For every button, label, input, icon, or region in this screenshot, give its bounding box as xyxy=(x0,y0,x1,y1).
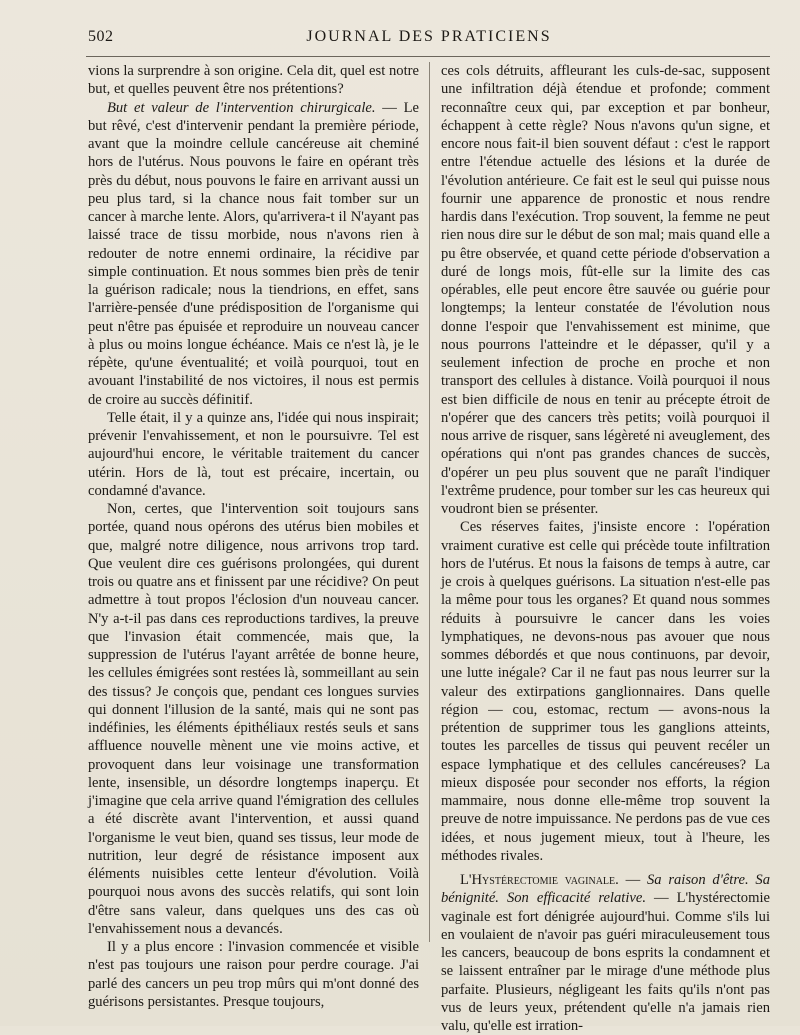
page-header xyxy=(88,28,770,50)
right-column xyxy=(441,62,770,1035)
running-title: JOURNAL DES PRATICIENS xyxy=(306,28,552,45)
paragraph: Ces réserves faites, j'insiste encore : l'opération vraiment curative est celle qui précède toute infiltration hors de l'utérus. Et nous la faisons de temps à autre, car je crois à quelques guérisons. La situation n'est-elle pas la même pour tous les organes? Et quand nous sommes réduits à poursuivre le cancer dans les voies lymphatiques, ne devons-nous pas avouer que nous sommes débordés et que nous continuons, par devoir, une lutte inégale? Car il ne faut pas nous leurrer sur la valeur des extirpations ganglionnaires. Dans quelle région — cou, estomac, rectum — avons-nous la prétention de supprimer tous les ganglions atteints, toutes les parcelles de tissus qui peuvent recéler un espace lymphatique et des cellules cancéreuses? La mieux disposée pour seconder nos efforts, la région mammaire, nous donne elle-même trop souvent la preuve de notre impuissance. Ne perdons pas de vue ces idées, et nous jugement mieux, tout à l'heure, les méthodes rivales. xyxy=(441,519,770,864)
dash: — xyxy=(618,872,647,888)
paragraph: ces cols détruits, affleurant les culs-de-sac, supposent une infiltration déjà étendue et profonde; comment reconnaître ceux qui, par exception et par bonheur, échappent à cette règle? Nous n'avons qu'un signe, et encore nous fait-il bien souvent défaut : c'est le rapport entre l'étendue actuelle des lésions et la durée de l'évolution antérieure. Ce fait est le seul qui puisse nous fournir une apparence de pronostic et nous rendre hardis dans l'exécution. Trop souvent, la femme ne peut rien nous dire sur le début de son mal; mais quand elle a pu être observée, et quand cette période d'observation a duré de longs mois, fût-elle sur la limite des cas opérables, elle peut encore être sauvée ou guérie pour longtemps; la lenteur constatée de l'évolution nous donne l'espoir que l'envahissement est minime, que nous pourrons l'atteindre et le dépasser, qu'il y a seulement infection de proche en proche et non transport des cellules à distance. Voilà pourquoi il nous est bien difficile de nous en tenir au précepte étroit de n'opérer que des cancers très petits; voilà pourquoi il nous arrive de risquer, sans légèreté ni aveuglement, des opérations qui n'ont pas grandes chances de succès, d'opérer un peu plus souvent que ne paraît l'indiquer l'extrême prudence, pour tomber sur les cas heureux qui voudront bien se présenter. xyxy=(441,63,770,517)
paragraph-text: — Le but rêvé, c'est d'intervenir pendant la première période, avant que la moindre cellule cancéreuse ait cheminé hors de l'utérus. Nous pouvons le faire en opérant très près du début, nous pouvons le faire en arrivant aussi un peu plus tard, si la chance nous fait tomber sur un cancer à marche lente. Alors, qu'arrivera-t il N'ayant pas laissé trace de tissu morbide, nous n'avons rien à redouter de notre ennemi ordinaire, la récidive par simple continuation. Et nous sommes bien près de tenir la guérison radicale; nous la tiendrions, en effet, sans l'arrière-pensée d'une prédisposition de l'organisme qui peut n'être pas épuisée et reproduire un nouveau cancer à plus ou moins longue échéance. Mais ce n'est là, je le répète, qu'une éventualité; et voilà pourquoi, tout en avouant l'instabilité de nos victoires, il nous est permis de croire au succès définitif. xyxy=(88,99,419,408)
left-column xyxy=(88,62,419,1011)
section-title: But et valeur de l'intervention chirurgicale. xyxy=(106,99,376,116)
column-divider xyxy=(429,62,430,942)
paragraph: vions la surprendre à son origine. Cela dit, quel est notre but, et quelles peuvent être nos prétentions? xyxy=(88,63,419,98)
section-heading: L'Hystérectomie vaginale. xyxy=(459,872,619,888)
paragraph-text: — L'hystérectomie vaginale est fort dénigrée aujourd'hui. Comme s'ils lui en voulaient de n'avoir pas guéri miraculeusement tous les cancers, beaucoup de bons esprits la condamnent et se laissent entraîner par le mirage d'une méthode plus parfaite. Plusieurs, négligeant les faits qu'ils n'ont pas vus de leurs yeux, prétendent qu'elle n'a jamais rien valu, qu'elle est irration- xyxy=(441,890,770,1034)
section-title: Sa raison d'être. Sa bénignité. Son efficacité relative. xyxy=(441,872,770,907)
paragraph xyxy=(441,871,770,1035)
paragraph xyxy=(88,99,419,409)
paragraph: Il y a plus encore : l'invasion commencée et visible n'est pas toujours une raison pour perdre courage. J'ai parlé des cancers un peu trop mûrs qui m'ont donné des guérisons persistantes. Presque toujours, xyxy=(88,939,419,1010)
paragraph: Telle était, il y a quinze ans, l'idée qui nous inspirait; prévenir l'envahissement, et non le poursuivre. Tel est aujourd'hui encore, le véritable traitement du cancer utérin. Hors de là, tout est précaire, incertain, ou condamné d'avance. xyxy=(88,409,419,499)
paragraph: Non, certes, que l'intervention soit toujours sans portée, quand nous opérons des utérus bien mobiles et que, malgré notre diligence, nous arrivons trop tard. Que veulent dire ces guérisons prolongées, qui durent trois ou quatre ans et finissent par une récidive? On peut admettre à tout propos l'éclosion d'un nouveau cancer. N'y a-t-il pas dans ces reproductions tardives, la preuve que l'invasion était commencée, mais que, la suppression de l'utérus l'ayant arrêtée de bonne heure, les cellules émigrées sont restées là, sommeillant au sein des tissus? Je conçois que, pendant ces longues survies qui donnent l'illusion de la santé, mais qui ne sont pas indéfinies, les éléments épithéliaux restés seuls et sans affluence nouvelle mènent une vie moins active, et provoquent dans leur voisinage une transformation lente, insensible, un désordre longtemps inaperçu. Et j'imagine que cela arrive quand l'émigration des cellules a été discrète avant l'intervention, et aussi quand l'organisme le veut bien, quand ses tissus, leur mode de nutrition, leur degré de résistance imposent aux éléments nuisibles cette lenteur d'évolution. Voilà pourquoi nous avons des succès relatifs, qui sont loin d'être sans valeur, dans quelques uns des cas où l'envahissement nous a devancés. xyxy=(88,501,419,937)
header-rule xyxy=(86,56,770,57)
page-number: 502 xyxy=(88,28,114,45)
